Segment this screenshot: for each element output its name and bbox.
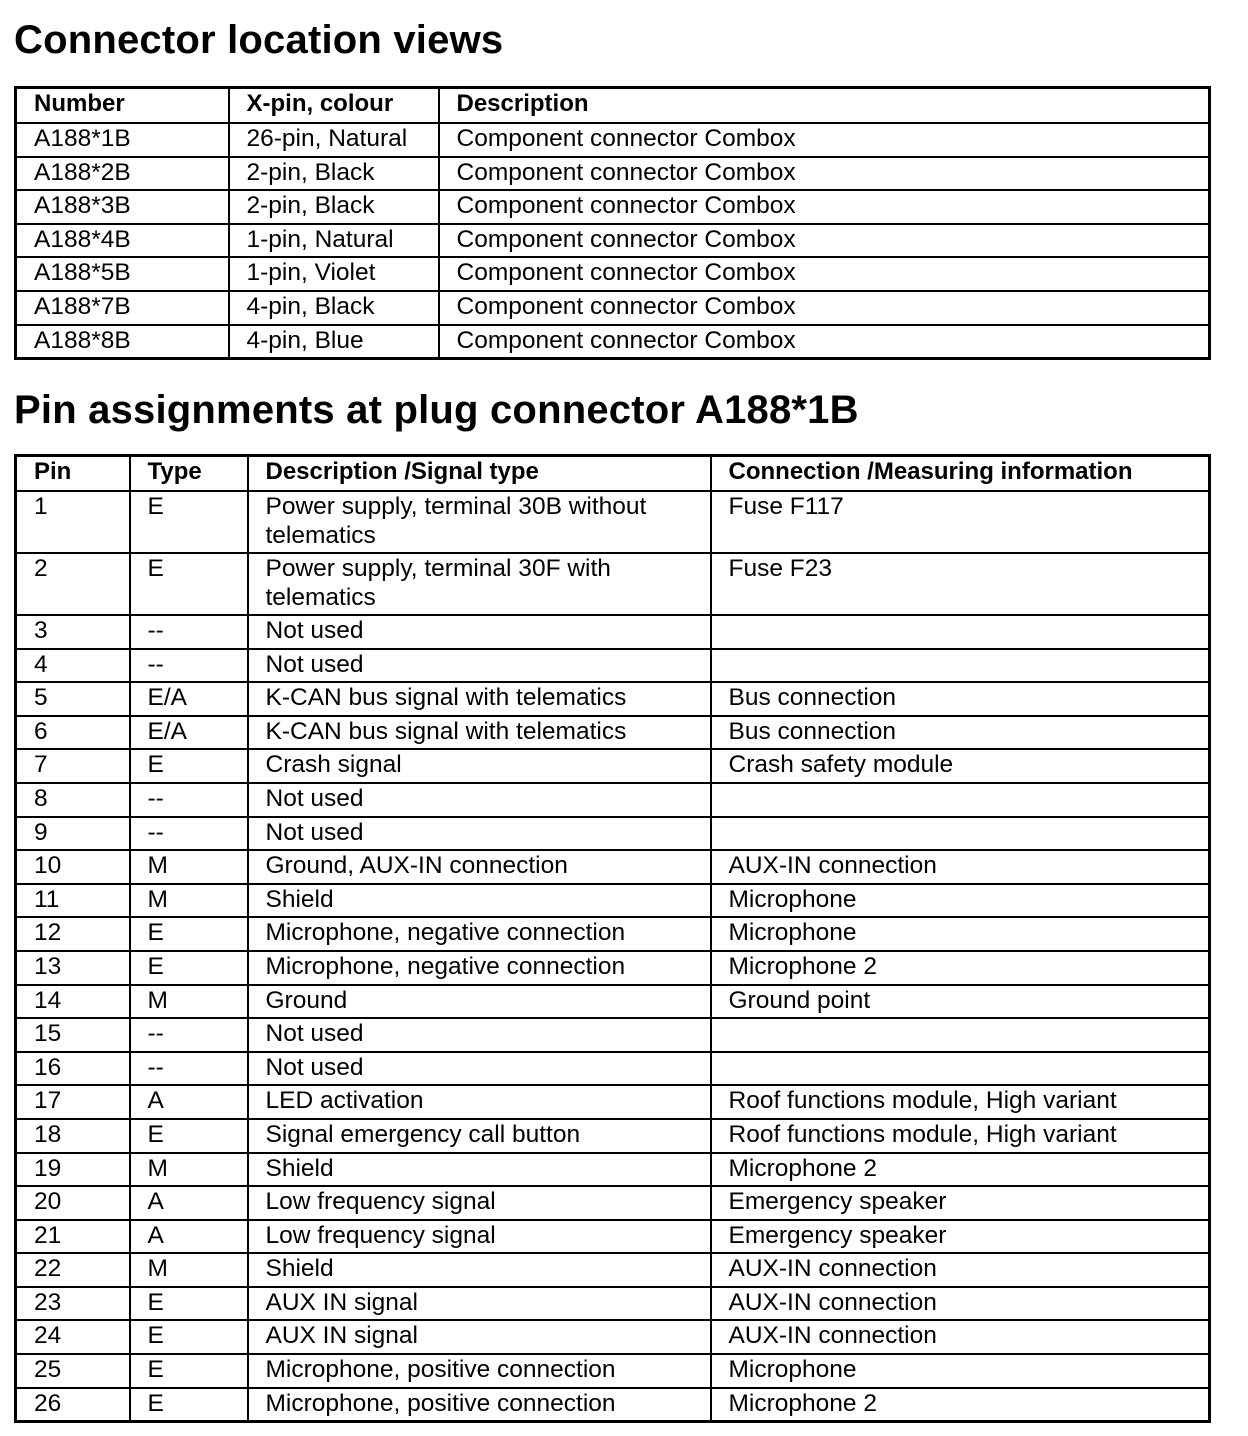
cell-pin: 25 — [16, 1354, 130, 1388]
cell-type: E — [130, 1354, 248, 1388]
table-row — [16, 224, 1210, 258]
table-row — [16, 1220, 1210, 1254]
cell-pin: 17 — [16, 1085, 130, 1119]
table-row — [16, 190, 1210, 224]
cell-type: -- — [130, 1018, 248, 1052]
cell-connection-info: AUX-IN connection — [711, 1287, 1210, 1321]
cell-pin: 26 — [16, 1388, 130, 1422]
pin-assignments-table — [14, 454, 1211, 1423]
table-row — [16, 649, 1210, 683]
cell-number: A188*1B — [16, 123, 229, 157]
column-header-signal-type: Description /Signal type — [248, 456, 711, 492]
column-header-pin: Pin — [16, 456, 130, 492]
cell-signal-type: Ground, AUX-IN connection — [248, 850, 711, 884]
table-row — [16, 553, 1210, 615]
cell-signal-type: Shield — [248, 884, 711, 918]
table-row — [16, 850, 1210, 884]
cell-pin: 21 — [16, 1220, 130, 1254]
cell-pin: 6 — [16, 716, 130, 750]
cell-signal-type: Microphone, negative connection — [248, 917, 711, 951]
table-row — [16, 1388, 1210, 1422]
cell-pin: 18 — [16, 1119, 130, 1153]
cell-pin: 5 — [16, 682, 130, 716]
cell-connection-info: Crash safety module — [711, 749, 1210, 783]
cell-signal-type: Not used — [248, 1052, 711, 1086]
connector-location-table — [14, 86, 1211, 360]
table-row — [16, 1018, 1210, 1052]
cell-pin-colour: 26-pin, Natural — [229, 123, 439, 157]
cell-signal-type: Signal emergency call button — [248, 1119, 711, 1153]
cell-signal-type: Power supply, terminal 30F with telematics — [248, 553, 711, 615]
cell-signal-type: Not used — [248, 783, 711, 817]
cell-pin: 23 — [16, 1287, 130, 1321]
column-header-description: Description — [439, 88, 1210, 124]
cell-pin: 20 — [16, 1186, 130, 1220]
column-header-type: Type — [130, 456, 248, 492]
table-row — [16, 615, 1210, 649]
table-row — [16, 1052, 1210, 1086]
table-row — [16, 257, 1210, 291]
table-row — [16, 1287, 1210, 1321]
cell-pin-colour: 4-pin, Black — [229, 291, 439, 325]
cell-connection-info: AUX-IN connection — [711, 1320, 1210, 1354]
cell-connection-info: Fuse F117 — [711, 491, 1210, 553]
cell-number: A188*5B — [16, 257, 229, 291]
cell-signal-type: Not used — [248, 649, 711, 683]
cell-pin-colour: 4-pin, Blue — [229, 325, 439, 359]
cell-connection-info: Microphone — [711, 1354, 1210, 1388]
cell-type: M — [130, 1153, 248, 1187]
cell-connection-info — [711, 783, 1210, 817]
cell-connection-info: Microphone 2 — [711, 951, 1210, 985]
cell-number: A188*8B — [16, 325, 229, 359]
cell-connection-info — [711, 817, 1210, 851]
cell-type: A — [130, 1220, 248, 1254]
cell-type: E — [130, 917, 248, 951]
cell-pin-colour: 2-pin, Black — [229, 190, 439, 224]
table-header-row — [16, 456, 1210, 492]
table-row — [16, 491, 1210, 553]
table-row — [16, 1119, 1210, 1153]
cell-pin: 9 — [16, 817, 130, 851]
cell-type: M — [130, 850, 248, 884]
column-header-connection-info: Connection /Measuring information — [711, 456, 1210, 492]
cell-type: E — [130, 1388, 248, 1422]
cell-connection-info: Microphone 2 — [711, 1388, 1210, 1422]
cell-signal-type: Power supply, terminal 30B without telematics — [248, 491, 711, 553]
cell-type: E/A — [130, 682, 248, 716]
connector-location-rows — [16, 123, 1210, 359]
cell-number: A188*3B — [16, 190, 229, 224]
table-row — [16, 1153, 1210, 1187]
cell-connection-info: Roof functions module, High variant — [711, 1085, 1210, 1119]
table-row — [16, 1320, 1210, 1354]
cell-signal-type: Microphone, positive connection — [248, 1388, 711, 1422]
cell-type: E — [130, 951, 248, 985]
cell-signal-type: Low frequency signal — [248, 1186, 711, 1220]
cell-signal-type: K-CAN bus signal with telematics — [248, 716, 711, 750]
table-row — [16, 682, 1210, 716]
table-row — [16, 1186, 1210, 1220]
cell-connection-info: Ground point — [711, 985, 1210, 1019]
cell-pin: 15 — [16, 1018, 130, 1052]
table-row — [16, 884, 1210, 918]
cell-signal-type: K-CAN bus signal with telematics — [248, 682, 711, 716]
cell-signal-type: Not used — [248, 817, 711, 851]
cell-description: Component connector Combox — [439, 325, 1210, 359]
cell-type: -- — [130, 817, 248, 851]
cell-type: A — [130, 1186, 248, 1220]
cell-signal-type: Not used — [248, 1018, 711, 1052]
cell-connection-info: Bus connection — [711, 716, 1210, 750]
cell-pin-colour: 1-pin, Violet — [229, 257, 439, 291]
cell-type: E — [130, 553, 248, 615]
table-row — [16, 817, 1210, 851]
cell-pin: 19 — [16, 1153, 130, 1187]
cell-signal-type: Microphone, negative connection — [248, 951, 711, 985]
cell-connection-info: AUX-IN connection — [711, 850, 1210, 884]
cell-type: E/A — [130, 716, 248, 750]
connector-location-title: Connector location views — [14, 18, 504, 62]
cell-connection-info: Emergency speaker — [711, 1186, 1210, 1220]
cell-connection-info — [711, 1052, 1210, 1086]
cell-type: A — [130, 1085, 248, 1119]
cell-pin: 24 — [16, 1320, 130, 1354]
cell-pin: 4 — [16, 649, 130, 683]
table-row — [16, 917, 1210, 951]
table-row — [16, 1253, 1210, 1287]
cell-number: A188*4B — [16, 224, 229, 258]
table-row — [16, 123, 1210, 157]
cell-type: -- — [130, 783, 248, 817]
cell-description: Component connector Combox — [439, 291, 1210, 325]
cell-signal-type: LED activation — [248, 1085, 711, 1119]
table-row — [16, 325, 1210, 359]
cell-type: E — [130, 1119, 248, 1153]
cell-pin: 12 — [16, 917, 130, 951]
column-header-pin-colour: X-pin, colour — [229, 88, 439, 124]
cell-pin-colour: 2-pin, Black — [229, 157, 439, 191]
cell-type: E — [130, 491, 248, 553]
cell-pin: 11 — [16, 884, 130, 918]
cell-description: Component connector Combox — [439, 157, 1210, 191]
pin-assignments-title: Pin assignments at plug connector A188*1B — [14, 388, 859, 432]
cell-connection-info: Microphone — [711, 917, 1210, 951]
cell-type: -- — [130, 615, 248, 649]
cell-connection-info: Roof functions module, High variant — [711, 1119, 1210, 1153]
cell-pin: 14 — [16, 985, 130, 1019]
cell-connection-info: Microphone 2 — [711, 1153, 1210, 1187]
cell-type: E — [130, 749, 248, 783]
cell-connection-info: Bus connection — [711, 682, 1210, 716]
cell-signal-type: Crash signal — [248, 749, 711, 783]
cell-connection-info — [711, 615, 1210, 649]
cell-type: M — [130, 884, 248, 918]
cell-type: M — [130, 985, 248, 1019]
cell-signal-type: Low frequency signal — [248, 1220, 711, 1254]
cell-pin: 3 — [16, 615, 130, 649]
cell-pin: 1 — [16, 491, 130, 553]
table-row — [16, 291, 1210, 325]
cell-signal-type: AUX IN signal — [248, 1287, 711, 1321]
cell-pin: 16 — [16, 1052, 130, 1086]
column-header-number: Number — [16, 88, 229, 124]
cell-description: Component connector Combox — [439, 190, 1210, 224]
cell-signal-type: Shield — [248, 1253, 711, 1287]
table-row — [16, 749, 1210, 783]
cell-number: A188*2B — [16, 157, 229, 191]
cell-pin: 8 — [16, 783, 130, 817]
cell-pin: 13 — [16, 951, 130, 985]
table-row — [16, 951, 1210, 985]
table-row — [16, 716, 1210, 750]
cell-signal-type: AUX IN signal — [248, 1320, 711, 1354]
cell-pin-colour: 1-pin, Natural — [229, 224, 439, 258]
cell-number: A188*7B — [16, 291, 229, 325]
cell-connection-info: Emergency speaker — [711, 1220, 1210, 1254]
cell-type: E — [130, 1320, 248, 1354]
cell-description: Component connector Combox — [439, 257, 1210, 291]
table-row — [16, 1085, 1210, 1119]
cell-signal-type: Not used — [248, 615, 711, 649]
cell-description: Component connector Combox — [439, 224, 1210, 258]
cell-pin: 10 — [16, 850, 130, 884]
cell-connection-info: Fuse F23 — [711, 553, 1210, 615]
cell-connection-info — [711, 1018, 1210, 1052]
cell-signal-type: Ground — [248, 985, 711, 1019]
table-header-row — [16, 88, 1210, 124]
cell-pin: 2 — [16, 553, 130, 615]
cell-signal-type: Microphone, positive connection — [248, 1354, 711, 1388]
cell-pin: 22 — [16, 1253, 130, 1287]
cell-type: E — [130, 1287, 248, 1321]
pin-assignment-rows — [16, 491, 1210, 1422]
cell-type: -- — [130, 649, 248, 683]
cell-pin: 7 — [16, 749, 130, 783]
cell-type: -- — [130, 1052, 248, 1086]
cell-connection-info: Microphone — [711, 884, 1210, 918]
cell-type: M — [130, 1253, 248, 1287]
table-row — [16, 783, 1210, 817]
cell-signal-type: Shield — [248, 1153, 711, 1187]
cell-connection-info — [711, 649, 1210, 683]
table-row — [16, 1354, 1210, 1388]
table-row — [16, 157, 1210, 191]
cell-connection-info: AUX-IN connection — [711, 1253, 1210, 1287]
cell-description: Component connector Combox — [439, 123, 1210, 157]
table-row — [16, 985, 1210, 1019]
